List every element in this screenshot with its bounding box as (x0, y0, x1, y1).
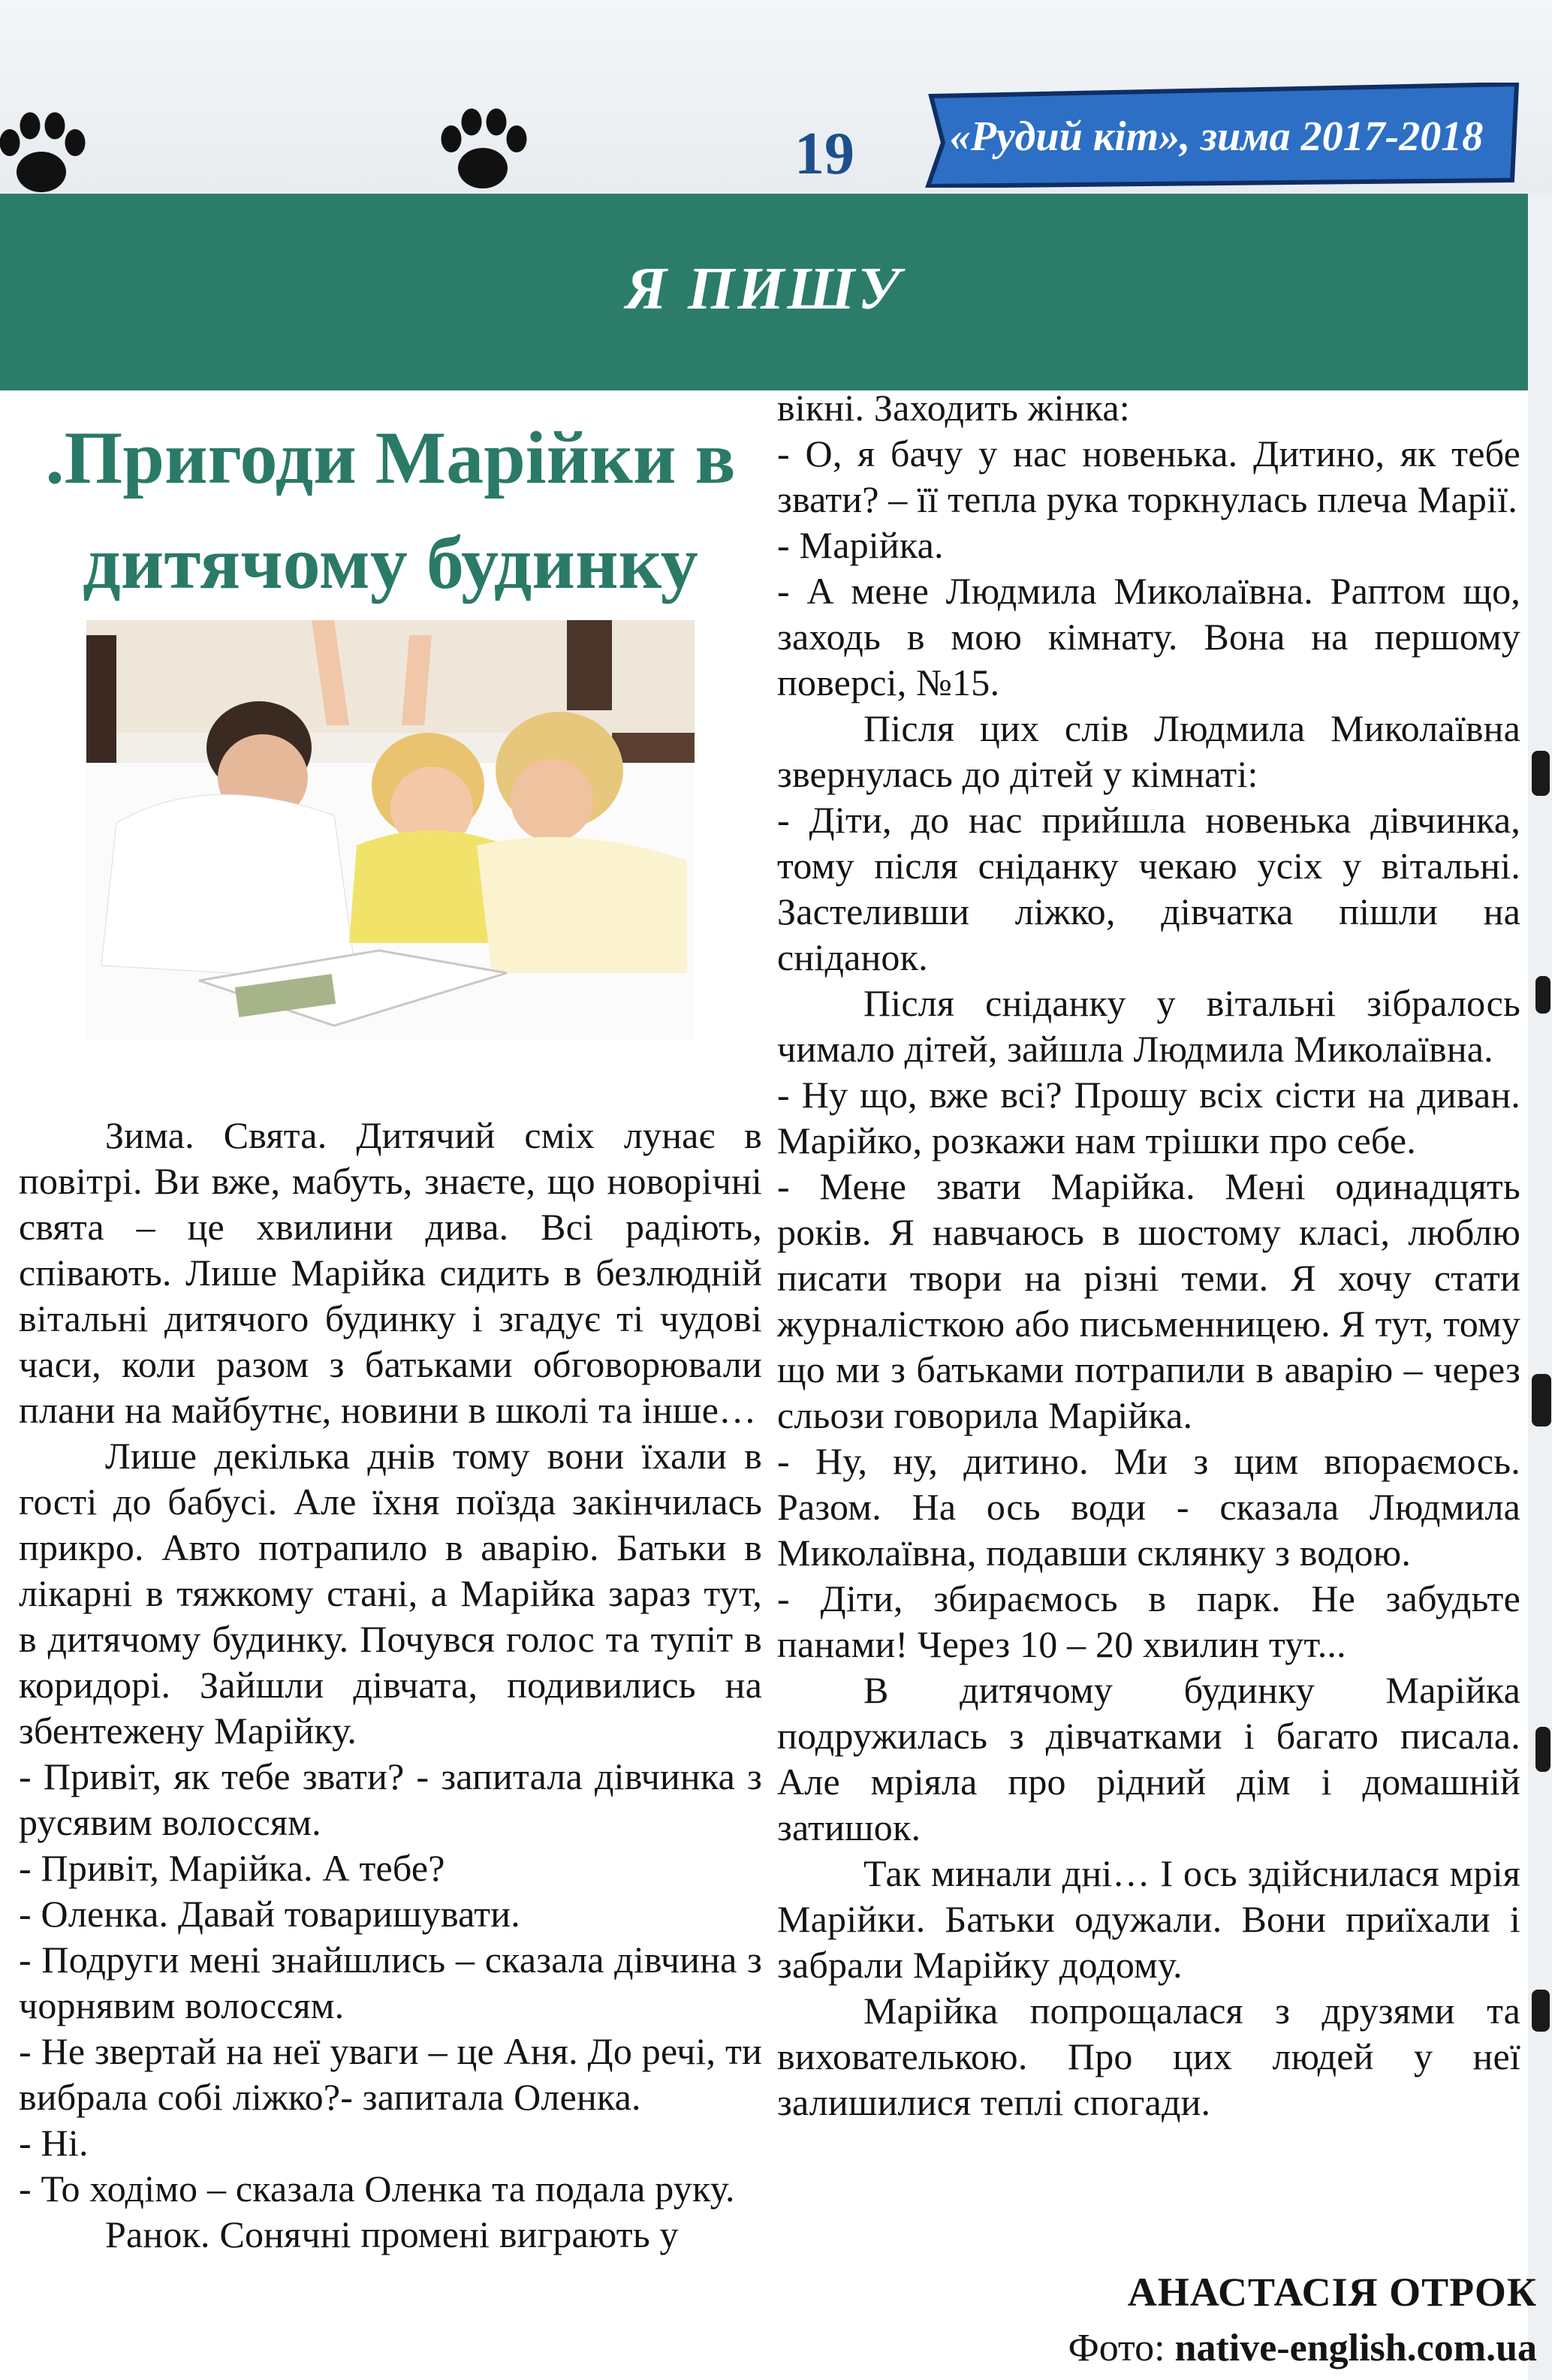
paw-fragment (1535, 976, 1550, 1014)
dialogue-line: - Марійка. (777, 524, 944, 566)
section-title: Я ПИШУ (625, 256, 903, 322)
paw-fragment (1532, 1990, 1550, 2032)
paragraph: Так минали дні… І ось здійснилася мрія Марійки. Батьки одужали. Вони приїхали і забрали Марійку додому. (777, 1852, 1520, 1986)
dialogue-line: - Діти, до нас прийшла новенька дівчинка, тому після сніданку чекаю усіх у вітальні. Застеливши ліжко, дівчатка пішли на сніданок. (777, 799, 1520, 978)
article-title: .Пригоди Марійки в дитячому будинку (45, 416, 736, 604)
paragraph: вікні. Заходить жінка: (777, 387, 1130, 429)
article-right-column (777, 385, 1520, 2125)
dialogue-line: - Не звертай на неї уваги – це Аня. До речі, ти вибрала собі ліжко?- запитала Оленка. (19, 2030, 762, 2118)
paw-fragment (1532, 751, 1550, 796)
paragraph: Марійка попрощалася з друзями та вихователькою. Про цих людей у неї залишилися теплі спогади. (777, 1990, 1520, 2123)
issue-banner (924, 83, 1524, 188)
dialogue-line: - А мене Людмила Миколаївна. Раптом що, заходь в мою кімнату. Вона на першому поверсі, №15. (777, 570, 1520, 703)
author-name: АНАСТАСІЯ ОТРОК (1127, 2270, 1537, 2315)
dialogue-line: - То ходімо – сказала Оленка та подала руку. (19, 2168, 735, 2210)
paragraph: В дитячому будинку Марійка подружилась з дівчатками і багато писала. Але мріяла про рідний дім і домашній затишок. (777, 1669, 1520, 1848)
paragraph: Лише декілька днів тому вони їхали в гості до бабусі. Але їхня поїзда закінчилась прикро. Авто потрапило в аварію. Батьки в лікарні в тяжкому стані, а Марійка зараз тут, в дитячому будинку. Почувся голос та тупіт в коридорі. Зайшли дівчата, подивились на збентежену Марійку. (19, 1435, 762, 1752)
issue-label: «Рудий кіт», зима 2017-2018 (949, 113, 1484, 160)
dialogue-line: - Привіт, як тебе звати? - запитала дівчинка з русявим волоссям. (19, 1755, 762, 1843)
paw-fragment (1535, 1727, 1550, 1772)
dialogue-line: - О, я бачу у нас новенька. Дитино, як тебе звати? – її тепла рука торкнулась плеча Марії. (777, 432, 1520, 520)
photo-credit-label: Фото: (1068, 2327, 1175, 2369)
paragraph: Ранок. Сонячні промені виграють у (105, 2213, 679, 2255)
dialogue-line: - Ну що, вже всі? Прошу всіх сісти на диван. Марійко, розкажи нам трішки про себе. (777, 1074, 1520, 1161)
photo-credit-source: native-english.com.ua (1174, 2327, 1537, 2369)
paragraph: Після цих слів Людмила Миколаївна звернулась до дітей у кімнаті: (777, 707, 1520, 795)
dialogue-line: - Привіт, Марійка. А тебе? (19, 1847, 445, 1889)
photo-credit (1068, 2326, 1537, 2370)
paragraph: Після сніданку у вітальні зібралось чимало дітей, зайшла Людмила Миколаївна. (777, 982, 1520, 1070)
family-reading-photo (86, 620, 695, 1041)
paw-print-icon (426, 94, 539, 206)
dialogue-line: - Ну, ну, дитино. Ми з цим впораємось. Разом. На ось води - сказала Людмила Миколаївна, подавши склянку з водою. (777, 1440, 1520, 1574)
paw-fragment (1532, 1374, 1551, 1426)
dialogue-line: - Подруги мені знайшлись – сказала дівчина з чорнявим волоссям. (19, 1939, 762, 2026)
dialogue-line: - Оленка. Давай товаришувати. (19, 1893, 520, 1935)
page-number: 19 (794, 121, 854, 187)
dialogue-line: - Мене звати Марійка. Мені одинадцять років. Я навчаюсь в шостому класі, люблю писати твори на різні теми. Я хочу стати журналісткою або письменницею. Я тут, тому що ми з батьками потрапили в аварію – через сльози говорила Марійка. (777, 1165, 1520, 1436)
article-left-column (19, 1113, 762, 2258)
paragraph: Зима. Свята. Дитячий сміх лунає в повітрі. Ви вже, мабуть, знаєте, що новорічні свята – це хвилини дива. Всі радіють, співають. Лише Марійка сидить в безлюдній вітальні дитячого будинку і згадує ті чудові часи, коли разом з батьками обговорювали плани на майбутнє, новини в школі та інше… (19, 1114, 762, 1431)
dialogue-line: - Діти, збираємось в парк. Не забудьте панами! Через 10 – 20 хвилин тут... (777, 1577, 1520, 1665)
dialogue-line: - Ні. (19, 2122, 89, 2164)
